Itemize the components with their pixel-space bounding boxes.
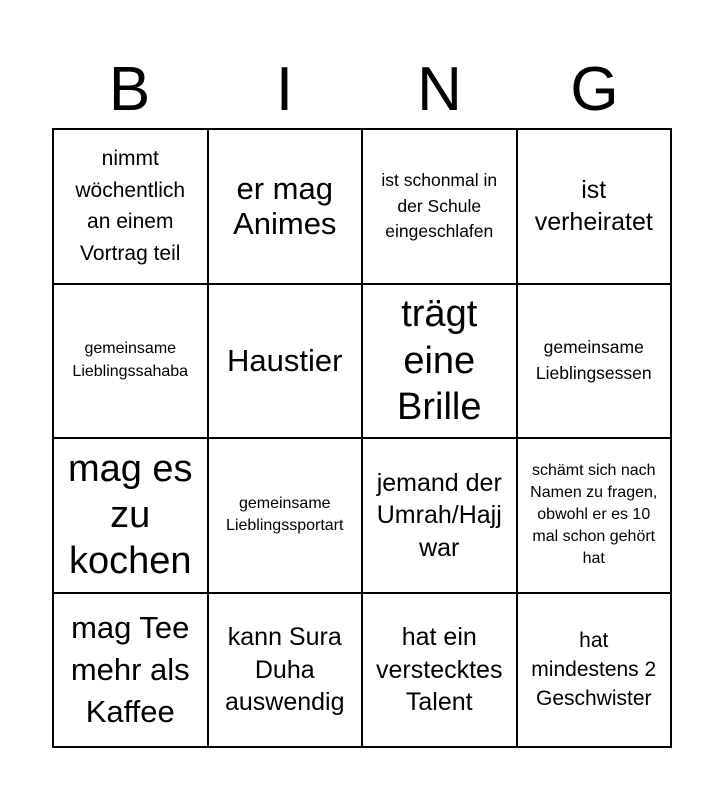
bingo-cell-text: kann Sura Duha auswendig: [224, 623, 345, 716]
bingo-cell-text: trägt eine Brille: [397, 293, 482, 428]
bingo-cell[interactable]: [54, 439, 209, 594]
bingo-cell-text: mag es zu kochen: [67, 447, 193, 583]
header-letter-g: G: [570, 55, 619, 124]
bingo-cell-text: ist verheiratet: [534, 175, 653, 237]
bingo-cell[interactable]: [518, 285, 673, 440]
header-letter-i: I: [275, 55, 294, 124]
bingo-cell-text: nimmt wöchentlich an einem Vortrag teil: [75, 147, 186, 265]
bingo-cell-text: er mag Animes: [233, 170, 337, 242]
bingo-cell[interactable]: [363, 130, 518, 285]
header-letter-b: B: [108, 55, 151, 124]
bingo-header: [52, 52, 672, 128]
bingo-cell-text: gemeinsame Lieblingssportart: [226, 494, 344, 535]
bingo-cell-text: mag Tee mehr als Kaffee: [70, 609, 190, 729]
bingo-cell-text: Haustier: [227, 342, 343, 378]
bingo-cell[interactable]: [363, 285, 518, 440]
bingo-cell-text: ist schonmal in der Schule eingeschlafen: [381, 170, 498, 241]
bingo-cell-text: schämt sich nach Namen zu fragen, obwohl er es 10 mal schon gehört hat: [530, 462, 658, 568]
bingo-cell[interactable]: [363, 439, 518, 594]
bingo-cell-text: gemeinsame Lieblingssahaba: [72, 340, 189, 380]
bingo-cell[interactable]: [518, 439, 673, 594]
bingo-cell-text: hat mindestens 2 Geschwister: [531, 628, 657, 711]
bingo-cell[interactable]: [209, 130, 364, 285]
bingo-board: [52, 128, 672, 748]
bingo-cell[interactable]: [209, 285, 364, 440]
bingo-cell[interactable]: [209, 594, 364, 749]
bingo-cell[interactable]: [54, 594, 209, 749]
bingo-cell-text: hat ein verstecktes Talent: [376, 623, 503, 716]
bingo-cell[interactable]: [518, 594, 673, 749]
bingo-cell[interactable]: [363, 594, 518, 749]
bingo-cell-text: gemeinsame Lieblingsessen: [535, 337, 652, 383]
header-letter-n: N: [417, 55, 462, 124]
bingo-cell[interactable]: [54, 285, 209, 440]
bingo-cell[interactable]: [518, 130, 673, 285]
bingo-cell[interactable]: [54, 130, 209, 285]
bingo-cell[interactable]: [209, 439, 364, 594]
bingo-cell-text: jemand der Umrah/Hajj war: [376, 468, 502, 562]
